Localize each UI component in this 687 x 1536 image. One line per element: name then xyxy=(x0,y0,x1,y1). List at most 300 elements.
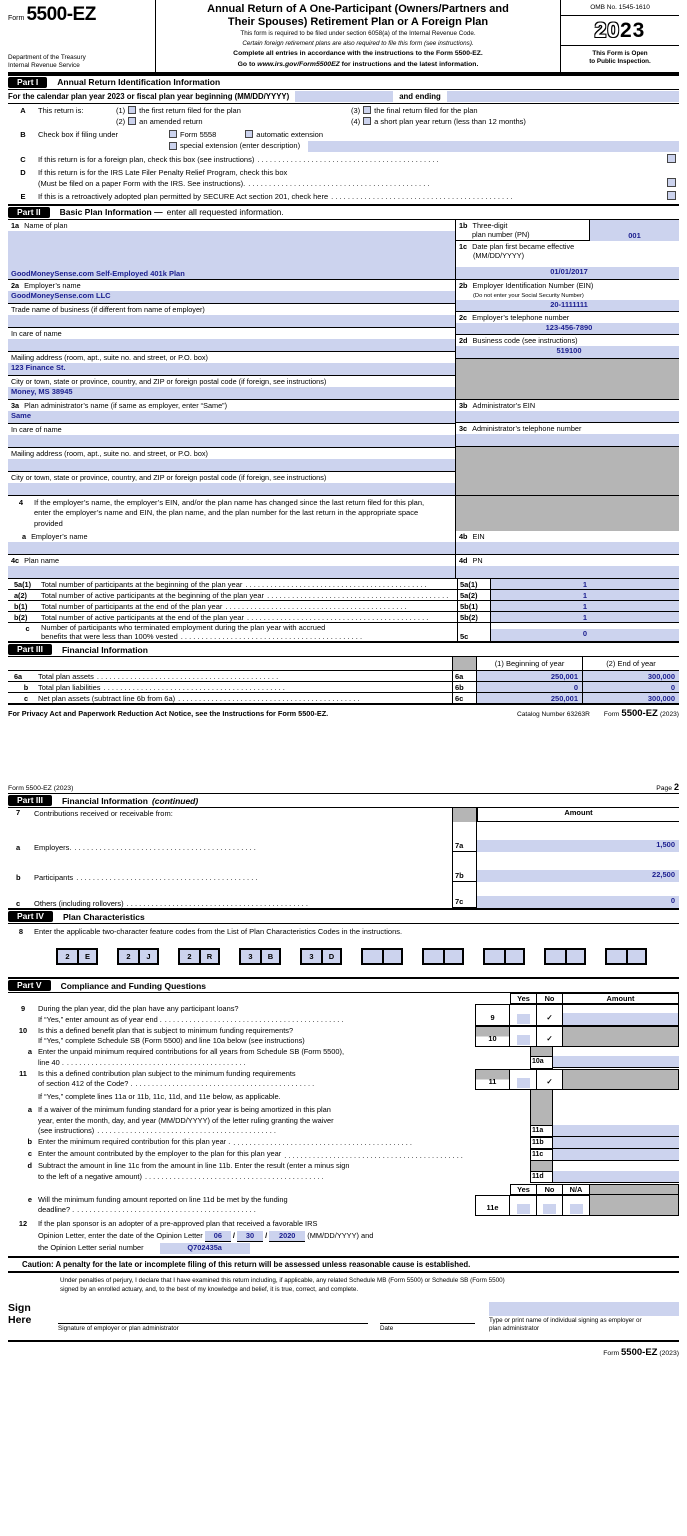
line-12-text2 xyxy=(38,1231,679,1242)
phone-label-row xyxy=(456,312,679,323)
line-7-label: Contributions received or receivable from: xyxy=(34,809,173,819)
automatic-extension-label: automatic extension xyxy=(256,130,323,140)
line-5c-box: 5c xyxy=(460,632,469,642)
feature-code-8[interactable] xyxy=(483,948,525,965)
line-9-no-cell[interactable] xyxy=(537,1004,563,1025)
line-12-text2-pre: Opinion Letter, enter the date of the Opinion Letter xyxy=(38,1230,203,1240)
special-extension-description-field[interactable] xyxy=(308,141,679,152)
line-11e-text2: deadline? . xyxy=(38,1205,75,1215)
admin-ein-label-row xyxy=(456,400,679,411)
line-C-text: If this return is for a foreign plan, check this box (see instructions) xyxy=(38,154,255,164)
mailing-address-field[interactable]: 123 Finance St. xyxy=(8,363,455,375)
effective-date-label xyxy=(456,241,679,267)
line-4a-field[interactable] xyxy=(8,542,455,554)
line-6c-end-value[interactable]: 300,000 xyxy=(582,693,679,703)
code-3-char-2[interactable]: R xyxy=(199,950,218,963)
page1-footer xyxy=(8,703,679,729)
code-1-char-2[interactable]: E xyxy=(77,950,96,963)
line-4-num: 4 xyxy=(18,497,24,507)
line-11b-dots xyxy=(233,1138,527,1149)
line-8-text: Enter the applicable two-character feature codes from the List of Plan Characteristics Codes in the instructions. xyxy=(34,927,403,937)
line-10-yes-cell[interactable] xyxy=(510,1026,537,1047)
line-11e-text1: Will the minimum funding amount reported on line 11d be met by the funding xyxy=(38,1194,288,1204)
line-11c-field[interactable] xyxy=(553,1149,679,1161)
phone-field[interactable]: 123-456-7890 xyxy=(456,323,679,335)
line-7c-num: c xyxy=(16,899,21,909)
line-4a-label-row xyxy=(8,531,455,542)
code-4-char-1[interactable]: 3 xyxy=(241,950,260,963)
line-5c-box-wrap xyxy=(457,623,491,641)
line-11c-num: c xyxy=(27,1149,32,1159)
automatic-extension-checkbox[interactable] xyxy=(245,130,253,138)
line-9-yes-checkbox[interactable] xyxy=(517,1014,530,1024)
line-E xyxy=(8,190,679,203)
line-11e-na-checkbox[interactable] xyxy=(570,1204,583,1214)
line-7b-text xyxy=(34,852,452,882)
block-3 xyxy=(8,399,679,495)
line-11d-text xyxy=(38,1161,530,1182)
line-11e-na-cell[interactable] xyxy=(563,1195,590,1216)
part3-tag: Part III xyxy=(8,644,52,655)
date-separator-1: / xyxy=(232,1230,235,1240)
code-9-char-2[interactable] xyxy=(565,950,584,963)
line-6a-label: Total plan assets xyxy=(38,672,94,682)
line-5a2-num: a(2) xyxy=(14,591,27,601)
line-5a2-row xyxy=(8,589,679,600)
calendar-year-text: For the calendar plan year 2023 or fiscal plan year beginning (MM/DD/YYYY) xyxy=(8,91,290,101)
care-of-field[interactable] xyxy=(8,339,455,351)
plan-number-field[interactable]: 001 xyxy=(590,220,679,241)
line-11-no-checkmark: ✓ xyxy=(546,1077,553,1087)
city-state-zip-field[interactable]: Money, MS 38945 xyxy=(8,387,455,399)
line-D-text-block xyxy=(38,167,679,190)
line-4c-field[interactable] xyxy=(8,566,455,578)
feature-code-10[interactable] xyxy=(605,948,647,965)
line-11c-dots xyxy=(284,1151,527,1162)
feature-code-4[interactable] xyxy=(239,948,281,965)
line-6c-row xyxy=(8,692,679,703)
calendar-year-line xyxy=(8,90,679,104)
block-1a xyxy=(8,220,679,279)
line-5a1-box: 5a(1) xyxy=(457,579,491,589)
line-D-row2 xyxy=(38,178,679,189)
line-4d-field[interactable] xyxy=(456,566,679,578)
line-11-text2row xyxy=(38,1079,475,1090)
line-10-text1: Is this a defined benefit plan that is subject to minimum funding requirements? xyxy=(38,1025,294,1035)
block-2 xyxy=(8,279,679,399)
line-6a-row xyxy=(8,670,679,681)
line-9-no-checkmark: ✓ xyxy=(546,1012,553,1022)
item2-num: (2) xyxy=(116,116,126,126)
signature-line[interactable] xyxy=(58,1308,368,1324)
line-5a2-box: 5a(2) xyxy=(457,590,491,600)
code-9-char-1[interactable] xyxy=(546,950,565,963)
line-5b2-box: 5b(2) xyxy=(457,612,491,622)
final-return-checkbox[interactable] xyxy=(363,106,371,114)
line-11b-num: b xyxy=(27,1136,32,1146)
line-D xyxy=(8,166,679,191)
code-4-char-2[interactable]: B xyxy=(260,950,279,963)
employer-name-label-row xyxy=(8,280,455,291)
line-5b1-row xyxy=(8,600,679,611)
line-8-num: 8 xyxy=(18,927,24,937)
feature-code-1[interactable] xyxy=(56,948,98,965)
signature-block xyxy=(8,1302,679,1333)
foreign-plan-checkbox[interactable] xyxy=(667,154,676,163)
admin-mailing-label: Mailing address (room, apt., suite no. and street, or P.O. box) xyxy=(8,447,455,459)
complete-instructions-line: Complete all entries in accordance with the instructions to the Form 5500-EZ. xyxy=(233,50,483,57)
line-4b-label-row xyxy=(456,531,679,542)
page2-footer xyxy=(8,1342,679,1366)
block-5 xyxy=(8,578,679,641)
line-5c-value[interactable]: 0 xyxy=(491,629,679,641)
line-5c-row xyxy=(8,622,679,641)
part2-tag: Part II xyxy=(8,207,50,218)
line-1b-num: 1b xyxy=(459,220,468,230)
beginning-of-year-header: (1) Beginning of year xyxy=(494,659,565,669)
employer-name-field[interactable]: GoodMoneySense.com LLC xyxy=(8,291,455,303)
line-5b1-label: Total number of participants at the end of the plan year xyxy=(41,602,223,612)
printed-name-column xyxy=(489,1302,679,1333)
feature-code-7[interactable] xyxy=(422,948,464,965)
line-7-shaded-cell xyxy=(452,808,477,822)
admin-mailing-field[interactable] xyxy=(8,459,455,471)
yes-header-11e: Yes xyxy=(510,1184,537,1195)
plan-name-label: Name of plan xyxy=(24,220,68,230)
employer-name-label: Employer’s name xyxy=(24,280,81,290)
and-ending-text: and ending xyxy=(399,91,441,101)
footer-form-word: Form xyxy=(603,711,620,719)
line-B xyxy=(8,128,679,153)
ein-note: (Do not enter your Social Security Number) xyxy=(473,292,584,299)
line-7c-amount-wrap xyxy=(477,882,679,908)
line-E-letter: E xyxy=(20,192,26,202)
line-10-num: 10 xyxy=(18,1025,28,1035)
line-9-text2row xyxy=(38,1015,475,1026)
line-10a-text2: line 40 . xyxy=(38,1057,64,1067)
line-11c-label: Enter the amount contributed by the employer to the plan for this plan year xyxy=(38,1149,282,1159)
line-6b-num: b xyxy=(23,683,29,693)
plan-name-label-row xyxy=(8,220,455,231)
plan-name-cell xyxy=(8,220,455,279)
yes-column-header: Yes xyxy=(510,993,537,1004)
line-5b2-num: b(2) xyxy=(14,613,28,623)
line-6c-beginning-value[interactable]: 250,001 xyxy=(477,693,582,703)
code-10-char-2[interactable] xyxy=(626,950,645,963)
form-header xyxy=(8,0,679,74)
code-8-char-2[interactable] xyxy=(504,950,523,963)
code-7-char-2[interactable] xyxy=(443,950,462,963)
line-5c-dots xyxy=(181,632,454,641)
line-9-yes-cell[interactable] xyxy=(510,1004,537,1025)
line-E-text: If this is a retroactively adopted plan permitted by SECURE Act section 201, check here xyxy=(38,192,329,202)
line-9-text1: During the plan year, did the plan have any participant loans? xyxy=(38,1004,239,1014)
line-5b1-box: 5b(1) xyxy=(457,601,491,611)
line-11a-row xyxy=(8,1105,679,1137)
line-A-item1 xyxy=(116,105,351,116)
line-5a1-value[interactable]: 1 xyxy=(491,579,679,589)
admin-name-label: Plan administrator’s name (if same as employer, enter “Same”) xyxy=(24,400,228,410)
line-7b-dots xyxy=(76,873,449,882)
form-page-1 xyxy=(0,0,687,729)
line-11b-field[interactable] xyxy=(553,1137,679,1149)
code-10-char-1[interactable] xyxy=(607,950,626,963)
line-7a-num: a xyxy=(16,843,21,853)
code-1-char-1[interactable]: 2 xyxy=(58,950,77,963)
plan-number-label xyxy=(456,220,590,241)
business-code-field[interactable]: 519100 xyxy=(456,346,679,358)
line-4-text-cell xyxy=(8,496,455,532)
admin-city-label: City or town, state or province, country, and ZIP or foreign postal code (if foreign, see instructions) xyxy=(8,471,455,483)
line-11a-text xyxy=(38,1105,530,1137)
line-11-note-gray-strip xyxy=(530,1090,553,1105)
line-4d-label: PN xyxy=(472,556,483,566)
line-9-text2: If “Yes,” enter amount as of year end . xyxy=(38,1014,162,1024)
line-7a-text xyxy=(34,822,452,852)
admin-name-label-row xyxy=(8,400,455,411)
go-to-line xyxy=(162,61,554,70)
admin-care-of-field[interactable] xyxy=(8,435,455,447)
line-3c-num: 3c xyxy=(459,423,468,433)
code-2-char-2[interactable]: J xyxy=(138,950,157,963)
line-4b-num: 4b xyxy=(459,532,468,542)
line-5c-text xyxy=(41,623,457,641)
year-outline-part: 20 xyxy=(594,19,620,42)
line-7b-label: Participants xyxy=(34,873,74,883)
item1-label: the first return filed for the plan xyxy=(139,105,241,115)
line-5a1-row xyxy=(8,579,679,589)
department-block xyxy=(8,54,151,70)
ynn-shaded-filler xyxy=(590,1184,679,1195)
opinion-letter-serial-field[interactable]: Q702435a xyxy=(160,1243,250,1254)
fiscal-begin-field[interactable] xyxy=(295,91,393,102)
line-11-yes-cell[interactable] xyxy=(510,1069,537,1090)
line-11-no-cell[interactable] xyxy=(537,1069,563,1090)
part1-tag: Part I xyxy=(8,77,47,88)
line-6a-num: 6a xyxy=(14,672,23,682)
line-6b-dots xyxy=(104,683,449,692)
line-B-intro: Check box if filing under xyxy=(38,130,119,140)
line-11-row xyxy=(8,1069,679,1090)
plan-number-label1: Three-digit xyxy=(472,220,508,230)
line-3b-num: 3b xyxy=(459,400,468,410)
end-of-year-header: (2) End of year xyxy=(582,657,679,670)
line-4d-label-row xyxy=(456,555,679,566)
line-10a-filler xyxy=(530,1047,679,1056)
form-5558-checkbox[interactable] xyxy=(169,130,177,138)
late-filer-checkbox[interactable] xyxy=(667,178,676,187)
opinion-letter-year-field[interactable]: 2020 xyxy=(269,1231,305,1242)
feature-code-6[interactable] xyxy=(361,948,403,965)
line-6c-label: Net plan assets (subtract line 6b from 6a) xyxy=(38,694,176,704)
admin-phone-field[interactable] xyxy=(456,434,679,446)
line-7b-amount-wrap xyxy=(477,852,679,882)
ein-field[interactable]: 20-1111111 xyxy=(456,300,679,312)
line-7b-num: b xyxy=(16,873,21,883)
line-11b-row xyxy=(8,1137,679,1149)
line-7-num: 7 xyxy=(16,808,21,818)
line-A-intro: This return is: xyxy=(38,105,84,115)
retroactive-plan-checkbox[interactable] xyxy=(667,191,676,200)
page-number: 2 xyxy=(673,782,679,793)
printed-name-label1: Type or print name of individual signing as employer or xyxy=(489,1317,642,1325)
part3cont-bar xyxy=(8,794,679,808)
plan-name-field[interactable]: GoodMoneySense.com Self-Employed 401k Plan xyxy=(8,231,455,279)
line-6a-beginning-value[interactable]: 250,001 xyxy=(477,671,582,681)
line-11-dots xyxy=(136,1079,472,1090)
line-7a-value[interactable]: 1,500 xyxy=(477,840,679,852)
line-6a-end-value[interactable]: 300,000 xyxy=(582,671,679,681)
amended-return-checkbox[interactable] xyxy=(128,117,136,125)
line-6b-end-value[interactable]: 0 xyxy=(582,682,679,692)
ein-label: Employer Identification Number (EIN) xyxy=(472,280,594,290)
line-11c-row xyxy=(8,1149,679,1161)
block-4 xyxy=(8,495,679,532)
line-11-text2: of section 412 of the Code? . xyxy=(38,1079,133,1089)
page-word: Page xyxy=(656,785,673,793)
date-line[interactable] xyxy=(380,1308,475,1324)
sign-here-label xyxy=(8,1302,58,1333)
line-7c-value[interactable]: 0 xyxy=(477,896,679,908)
line-10a-right xyxy=(530,1047,679,1068)
block-1b-1c xyxy=(455,220,679,279)
part3-column-headers xyxy=(8,657,679,670)
line-12-num: 12 xyxy=(18,1219,28,1229)
part3-bar xyxy=(8,641,679,657)
code-3-char-1[interactable]: 2 xyxy=(180,950,199,963)
here-word: Here xyxy=(8,1314,32,1327)
line-5b2-value[interactable]: 1 xyxy=(491,612,679,622)
short-plan-year-checkbox[interactable] xyxy=(363,117,371,125)
line-12-text xyxy=(38,1219,679,1254)
line-1c-num: 1c xyxy=(459,241,468,251)
admin-name-field[interactable]: Same xyxy=(8,411,455,423)
page2-footer-form-word: Form xyxy=(603,1349,620,1357)
line-5b2-dots xyxy=(247,613,454,622)
line-11-text1: Is this a defined contribution plan subject to the minimum funding requirements xyxy=(38,1068,296,1078)
line-10-shaded-amount xyxy=(563,1026,679,1047)
line-11e-yes-cell[interactable] xyxy=(510,1195,537,1216)
feature-code-3[interactable] xyxy=(178,948,220,965)
line-7a-amount-wrap xyxy=(477,822,679,852)
line-11c-text xyxy=(38,1149,530,1161)
line-5a1-label: Total number of participants at the beginning of the plan year xyxy=(41,580,243,590)
line-10a-field[interactable] xyxy=(553,1056,679,1068)
line-6b-beginning-value[interactable]: 0 xyxy=(477,682,582,692)
line-12-text3 xyxy=(38,1243,679,1254)
special-extension-checkbox[interactable] xyxy=(169,142,177,150)
code-5-char-2[interactable]: D xyxy=(321,950,340,963)
line-5a2-label: Total number of active participants at the beginning of the plan year xyxy=(41,591,265,601)
line-7a-label: Employers. xyxy=(34,843,72,853)
line-5a2-value[interactable]: 1 xyxy=(491,590,679,600)
amount-column-header: Amount xyxy=(477,808,679,822)
line-11-yes-checkbox[interactable] xyxy=(517,1078,530,1088)
line-A-col1 xyxy=(116,105,351,128)
line-10-yes-checkbox[interactable] xyxy=(517,1035,530,1045)
line-11a-dots xyxy=(97,1126,527,1137)
line-4c-num: 4c xyxy=(11,556,20,566)
line-1a-num: 1a xyxy=(11,220,20,230)
line-11d-field[interactable] xyxy=(553,1171,679,1183)
line-11a-field[interactable] xyxy=(553,1125,679,1137)
code-8-char-1[interactable] xyxy=(485,950,504,963)
line-11e-no-checkbox[interactable] xyxy=(543,1204,556,1214)
code-7-char-1[interactable] xyxy=(424,950,443,963)
feature-code-2[interactable] xyxy=(117,948,159,965)
line-10a-dots xyxy=(67,1058,527,1069)
line-11e-no-cell[interactable] xyxy=(537,1195,563,1216)
opinion-letter-month-field[interactable]: 06 xyxy=(205,1231,231,1242)
public-inspection-note xyxy=(561,46,679,70)
code-6-char-1[interactable] xyxy=(363,950,382,963)
feature-code-9[interactable] xyxy=(544,948,586,965)
line-11d-text2row xyxy=(38,1172,530,1183)
omb-year-block xyxy=(561,0,679,72)
item3-num: (3) xyxy=(351,105,361,115)
fiscal-ending-field[interactable] xyxy=(447,91,679,102)
trade-name-field[interactable] xyxy=(8,315,455,327)
line-2d-num: 2d xyxy=(459,335,468,345)
effective-date-field[interactable]: 01/01/2017 xyxy=(456,267,679,279)
admin-ein-field[interactable] xyxy=(456,411,679,423)
code-2-char-1[interactable]: 2 xyxy=(119,950,138,963)
caution-line: Caution: A penalty for the late or incomplete filing of this return will be assessed unless reasonable cause is established. xyxy=(8,1256,679,1273)
line-5a2-dots xyxy=(267,591,454,600)
form-year xyxy=(561,16,679,46)
admin-city-field[interactable] xyxy=(8,483,455,495)
line-11d-row xyxy=(8,1161,679,1182)
line-11a-filler xyxy=(530,1105,679,1125)
administrator-info-cell xyxy=(8,400,455,495)
printed-name-field[interactable] xyxy=(489,1302,679,1316)
feature-code-5[interactable] xyxy=(300,948,342,965)
part1-bar xyxy=(8,74,679,90)
code-6-char-2[interactable] xyxy=(382,950,401,963)
line-11-box: 11 xyxy=(475,1069,510,1090)
line-D-letter: D xyxy=(20,167,26,177)
code-5-char-1[interactable]: 3 xyxy=(302,950,321,963)
line-11e-yes-checkbox[interactable] xyxy=(517,1204,530,1214)
first-return-checkbox[interactable] xyxy=(128,106,136,114)
line-5b1-value[interactable]: 1 xyxy=(491,601,679,611)
form-word: Form xyxy=(8,15,25,22)
line-B-letter: B xyxy=(20,130,26,140)
line-7b-value[interactable]: 22,500 xyxy=(477,870,679,882)
shaded-area-4 xyxy=(455,496,679,532)
line-4b-field[interactable] xyxy=(456,542,679,554)
line-4c-cell xyxy=(8,555,455,578)
part3-title: Financial Information xyxy=(61,644,148,655)
line-A-col2 xyxy=(351,105,679,128)
admin-phone-label-row xyxy=(456,423,679,434)
line-11e-shaded-amount xyxy=(590,1195,679,1216)
line-10-no-cell[interactable] xyxy=(537,1026,563,1047)
line-11c-box: 11c xyxy=(530,1149,553,1161)
line-7c-text xyxy=(34,882,452,908)
line-4a-cell xyxy=(8,531,455,554)
line-7a-dots xyxy=(75,843,449,852)
line-7c-row xyxy=(8,882,679,908)
irs-url: www.irs.gov/Form5500EZ xyxy=(257,60,340,68)
line-11a-entry xyxy=(530,1125,679,1137)
row-1b xyxy=(456,220,679,241)
amount-column-header-p5: Amount xyxy=(563,993,679,1004)
line-4-text: If the employer’s name, the employer’s EIN, and/or the plan name has changed since the last return filed for this plan, enter the employer’s name and EIN, the plan name, and the plan number for the last return in the appropriate space provided xyxy=(34,497,425,528)
line-9-amount-field[interactable] xyxy=(563,1013,678,1025)
line-11e-box: 11e xyxy=(475,1195,510,1216)
opinion-letter-day-field[interactable]: 30 xyxy=(237,1231,263,1242)
